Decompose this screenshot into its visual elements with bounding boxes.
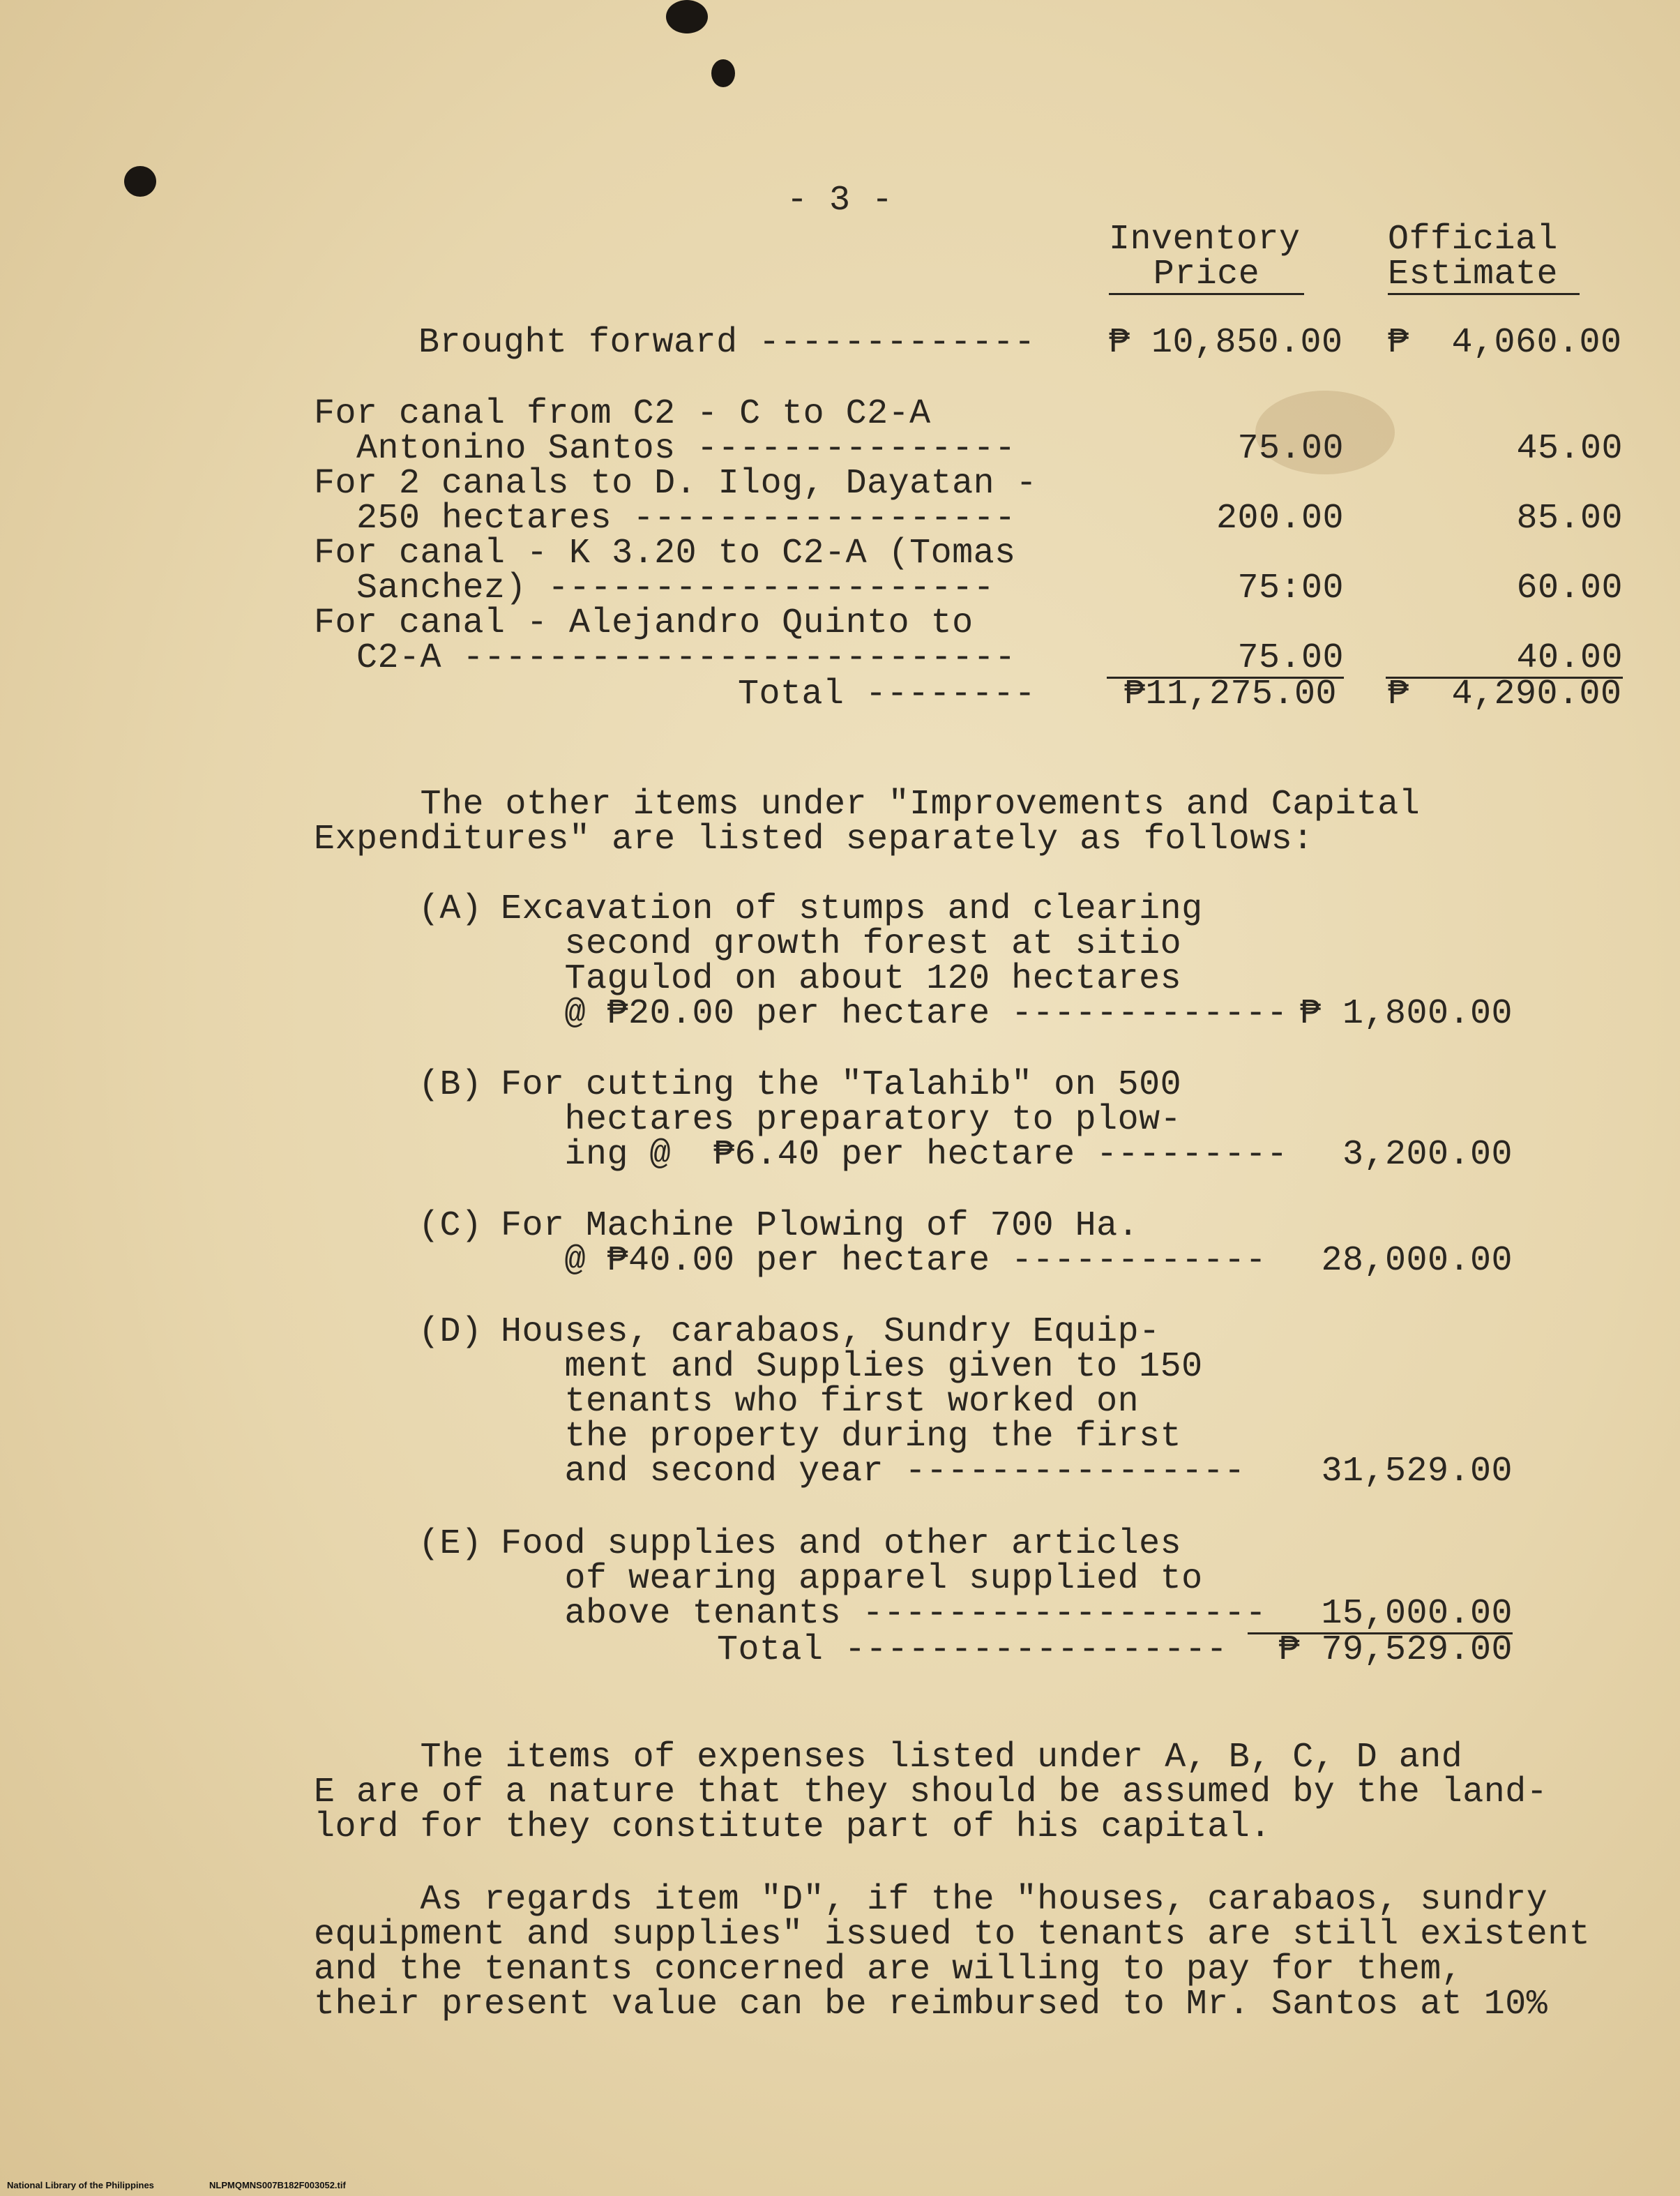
canal-row-3-line1: For canal - K 3.20 to C2-A (Tomas xyxy=(314,534,1016,573)
ink-blot xyxy=(124,166,156,197)
item-c-line2: @ ₱40.00 per hectare ------------ xyxy=(501,1241,1267,1281)
item-a-amount: ₱ 1,800.00 xyxy=(1299,994,1513,1034)
canal-total-label: Total -------- xyxy=(738,675,1036,714)
canal-row-1-line2: Antonino Santos --------------- xyxy=(314,429,1016,469)
canal-row-2-line1: For 2 canals to D. Ilog, Dayatan - xyxy=(314,464,1038,504)
canal-row-4-official: 40.00 xyxy=(1386,640,1623,679)
canal-row-1-official: 45.00 xyxy=(1516,429,1623,469)
paragraph-3-line2: equipment and supplies" issued to tenants are still existent xyxy=(314,1915,1591,1955)
item-d-line2: ment and Supplies given to 150 xyxy=(501,1347,1203,1387)
footer-file-id: NLPMQMNS007B182F003052.tif xyxy=(209,2180,346,2190)
footer-library-name: National Library of the Philippines xyxy=(7,2180,154,2190)
item-b-amount: 3,200.00 xyxy=(1342,1135,1513,1175)
item-e-letter: (E) xyxy=(418,1524,483,1564)
canal-total-inventory: ₱11,275.00 xyxy=(1124,675,1338,714)
ink-blot xyxy=(711,59,735,87)
brought-forward-label: Brought forward ------------- xyxy=(418,323,1036,363)
item-e-line1: Food supplies and other articles xyxy=(501,1524,1182,1564)
inventory-header-line1: Inventory xyxy=(1109,220,1301,260)
page-number: - 3 - xyxy=(787,181,893,220)
item-a-line1: Excavation of stumps and clearing xyxy=(501,889,1203,929)
canal-row-3-inventory: 75:00 xyxy=(1237,569,1344,608)
items-total-amount: ₱ 79,529.00 xyxy=(1278,1630,1513,1670)
intro-paragraph-line1: The other items under "Improvements and Capital xyxy=(314,785,1421,825)
paragraph-2-line1: The items of expenses listed under A, B, C, D and xyxy=(314,1738,1463,1777)
paragraph-2-line3: lord for they constitute part of his capital. xyxy=(314,1807,1271,1847)
item-e-line2: of wearing apparel supplied to xyxy=(501,1559,1203,1599)
official-header-line1: Official xyxy=(1388,220,1559,260)
item-e-line3: above tenants ------------------- xyxy=(501,1594,1267,1634)
canal-row-1-inventory: 75.00 xyxy=(1237,429,1344,469)
item-d-amount: 31,529.00 xyxy=(1321,1452,1513,1491)
item-a-letter: (A) xyxy=(418,889,483,929)
canal-row-4-line2: C2-A -------------------------- xyxy=(314,638,1016,678)
canal-row-3-official: 60.00 xyxy=(1516,569,1623,608)
ink-blot xyxy=(666,0,708,33)
intro-paragraph-line2: Expenditures" are listed separately as follows: xyxy=(314,820,1314,859)
item-d-line4: the property during the first xyxy=(501,1417,1182,1457)
paragraph-3-line3: and the tenants concerned are willing to pay for them, xyxy=(314,1950,1463,1990)
item-d-line1: Houses, carabaos, Sundry Equip- xyxy=(501,1312,1160,1352)
official-header-line2: Estimate xyxy=(1388,257,1580,295)
item-d-line5: and second year ---------------- xyxy=(501,1452,1246,1491)
item-a-line2: second growth forest at sitio xyxy=(501,924,1182,964)
canal-row-4-inventory: 75.00 xyxy=(1107,640,1344,679)
item-c-line1: For Machine Plowing of 700 Ha. xyxy=(501,1206,1140,1246)
brought-forward-inventory: ₱ 10,850.00 xyxy=(1109,323,1343,363)
paragraph-3-line4: their present value can be reimbursed to Mr. Santos at 10% xyxy=(314,1985,1548,2024)
inventory-header-line2: Price xyxy=(1109,257,1304,295)
canal-row-2-line2: 250 hectares ------------------ xyxy=(314,499,1016,539)
brought-forward-official: ₱ 4,060.00 xyxy=(1388,323,1622,363)
item-c-amount: 28,000.00 xyxy=(1321,1241,1513,1281)
item-b-line2: hectares preparatory to plow- xyxy=(501,1100,1182,1140)
canal-total-official: ₱ 4,290.00 xyxy=(1388,675,1622,714)
item-b-line3: ing @ ₱6.40 per hectare --------- xyxy=(501,1135,1288,1175)
item-c-letter: (C) xyxy=(418,1206,483,1246)
canal-row-4-line1: For canal - Alejandro Quinto to xyxy=(314,603,974,643)
canal-row-2-inventory: 200.00 xyxy=(1216,499,1344,539)
item-d-line3: tenants who first worked on xyxy=(501,1382,1140,1422)
item-a-line4: @ ₱20.00 per hectare ------------- xyxy=(501,994,1288,1034)
item-a-line3: Tagulod on about 120 hectares xyxy=(501,959,1182,999)
paragraph-3-line1: As regards item "D", if the "houses, carabaos, sundry xyxy=(314,1880,1548,1920)
item-e-amount: 15,000.00 xyxy=(1248,1596,1513,1634)
items-total-label: Total ------------------ xyxy=(717,1630,1228,1670)
canal-row-1-line1: For canal from C2 - C to C2-A xyxy=(314,394,931,434)
paragraph-2-line2: E are of a nature that they should be assumed by the land- xyxy=(314,1773,1548,1812)
canal-row-3-line2: Sanchez) --------------------- xyxy=(314,569,995,608)
item-b-line1: For cutting the "Talahib" on 500 xyxy=(501,1065,1182,1105)
canal-row-2-official: 85.00 xyxy=(1516,499,1623,539)
item-d-letter: (D) xyxy=(418,1312,483,1352)
item-b-letter: (B) xyxy=(418,1065,483,1105)
